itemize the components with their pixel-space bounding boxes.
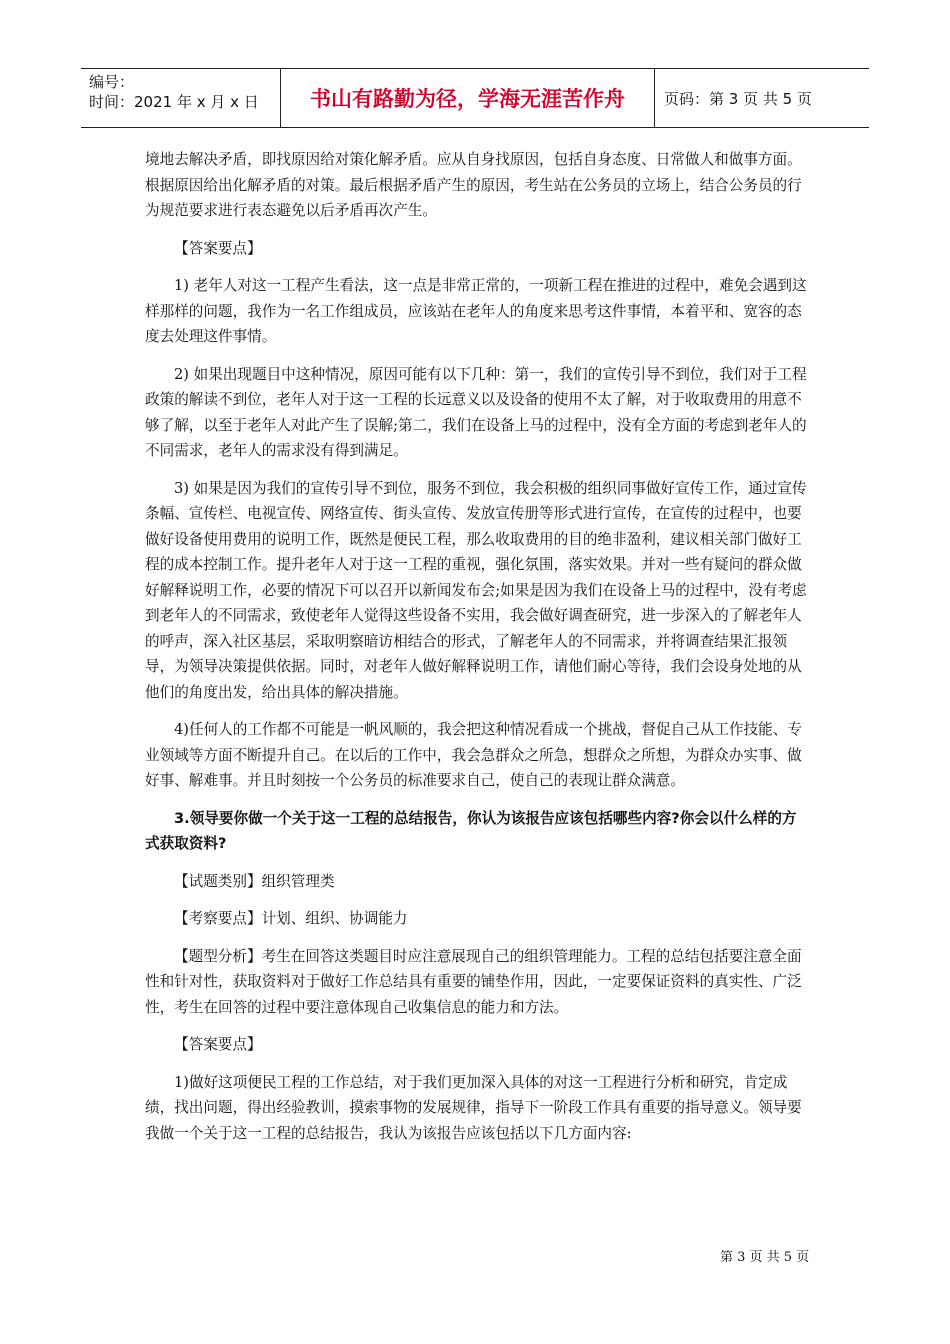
section-heading: 【答案要点】 (174, 1036, 262, 1053)
paragraph: 境地去解决矛盾，即找原因给对策化解矛盾。应从自身找原因，包括自身态度、日常做人和做事方面。根据原因给出化解矛盾的对策。最后根据矛盾产生的原因，考生站在公务员的立场上，结合公务员的行为规范要求进行表态避免以后矛盾再次产生。 (145, 151, 802, 219)
document-body (145, 147, 810, 1158)
paragraph: 4)任何人的工作都不可能是一帆风顺的，我会把这种情况看成一个挑战，督促自己从工作技能、专业领域等方面不断提升自己。在以后的工作中，我会急群众之所急，想群众之所想，为群众办实事、做好事、解难事。并且时刻按一个公务员的标准要求自己，使自己的表现让群众满意。 (145, 721, 802, 789)
question-analysis: 【题型分析】考生在回答这类题目时应注意展现自己的组织管理能力。工程的总结包括要注意全面性和针对性，获取资料对于做好工作总结具有重要的铺垫作用，因此，一定要保证资料的真实性、广泛性，考生在回答的过程中要注意体现自己收集信息的能力和方法。 (145, 947, 802, 1016)
header-page-number: 页码：第 3 页 共 5 页 (664, 89, 812, 108)
paragraph: 1)做好这项便民工程的工作总结，对于我们更加深入具体的对这一工程进行分析和研究，肯定成绩，找出问题，得出经验教训，摸索事物的发展规律，指导下一阶段工作具有重要的指导意义。领导要我做一个关于这一工程的总结报告，我认为该报告应该包括以下几方面内容: (145, 1073, 802, 1142)
question-heading: 3.领导要你做一个关于这一工程的总结报告，你认为该报告应该包括哪些内容?你会以什么样的方式获取资料? (145, 809, 797, 852)
header-motto: 书山有路勤为径，学海无涯苦作舟 (281, 69, 655, 127)
paragraph: 3) 如果是因为我们的宣传引导不到位，服务不到位，我会积极的组织同事做好宣传工作，通过宣传条幅、宣传栏、电视宣传、网络宣传、街头宣传、发放宣传册等形式进行宣传，在宣传的过程中，也要做好设备使用费用的说明工作，既然是便民工程，那么收取费用的目的绝非盈利，建议相关部门做好工程的成本控制工作。提升老年人对于这一工程的重视，强化氛围，落实效果。并对一些有疑问的群众做好解释说明工作，必要的情况下可以召开以新闻发布会;如果是因为我们在设备上马的过程中，没有考虑到老年人的不同需求，致使老年人觉得这些设备不实用，我会做好调查研究，进一步深入的了解老年人的呼声，深入社区基层，采取明察暗访相结合的形式，了解老年人的不同需求，并将调查结果汇报领导，为领导决策提供依据。同时，对老年人做好解释说明工作，请他们耐心等待，我们会设身处地的从他们的角度出发，给出具体的解决措施。 (145, 479, 807, 701)
page-footer: 第 3 页 共 5 页 (720, 1250, 810, 1265)
paragraph: 1) 老年人对这一工程产生看法，这一点是非常正常的，一项新工程在推进的过程中，难免会遇到这样那样的问题，我作为一名工作组成员，应该站在老年人的角度来思考这件事情，本着平和、宽容的态度去处理这件事情。 (145, 277, 807, 345)
page-header (81, 68, 869, 128)
paragraph: 2) 如果出现题目中这种情况，原因可能有以下几种：第一，我们的宣传引导不到位，我们对于工程政策的解读不到位，老年人对于这一工程的长远意义以及设备的使用不太了解，对于收取费用的用意不够了解，以至于老年人对此产生了误解;第二，我们在设备上马的过程中，没有全方面的考虑到老年人的不同需求，老年人的需求没有得到满足。 (145, 365, 807, 459)
question-category: 【试题类别】组织管理类 (174, 872, 335, 890)
document-number-label: 编号： (89, 73, 135, 91)
header-meta (81, 69, 281, 127)
section-heading: 【答案要点】 (174, 239, 262, 257)
question-focus: 【考察要点】计划、组织、协调能力 (174, 910, 408, 927)
document-date-label: 时间：2021 年 x 月 x 日 (89, 93, 259, 111)
